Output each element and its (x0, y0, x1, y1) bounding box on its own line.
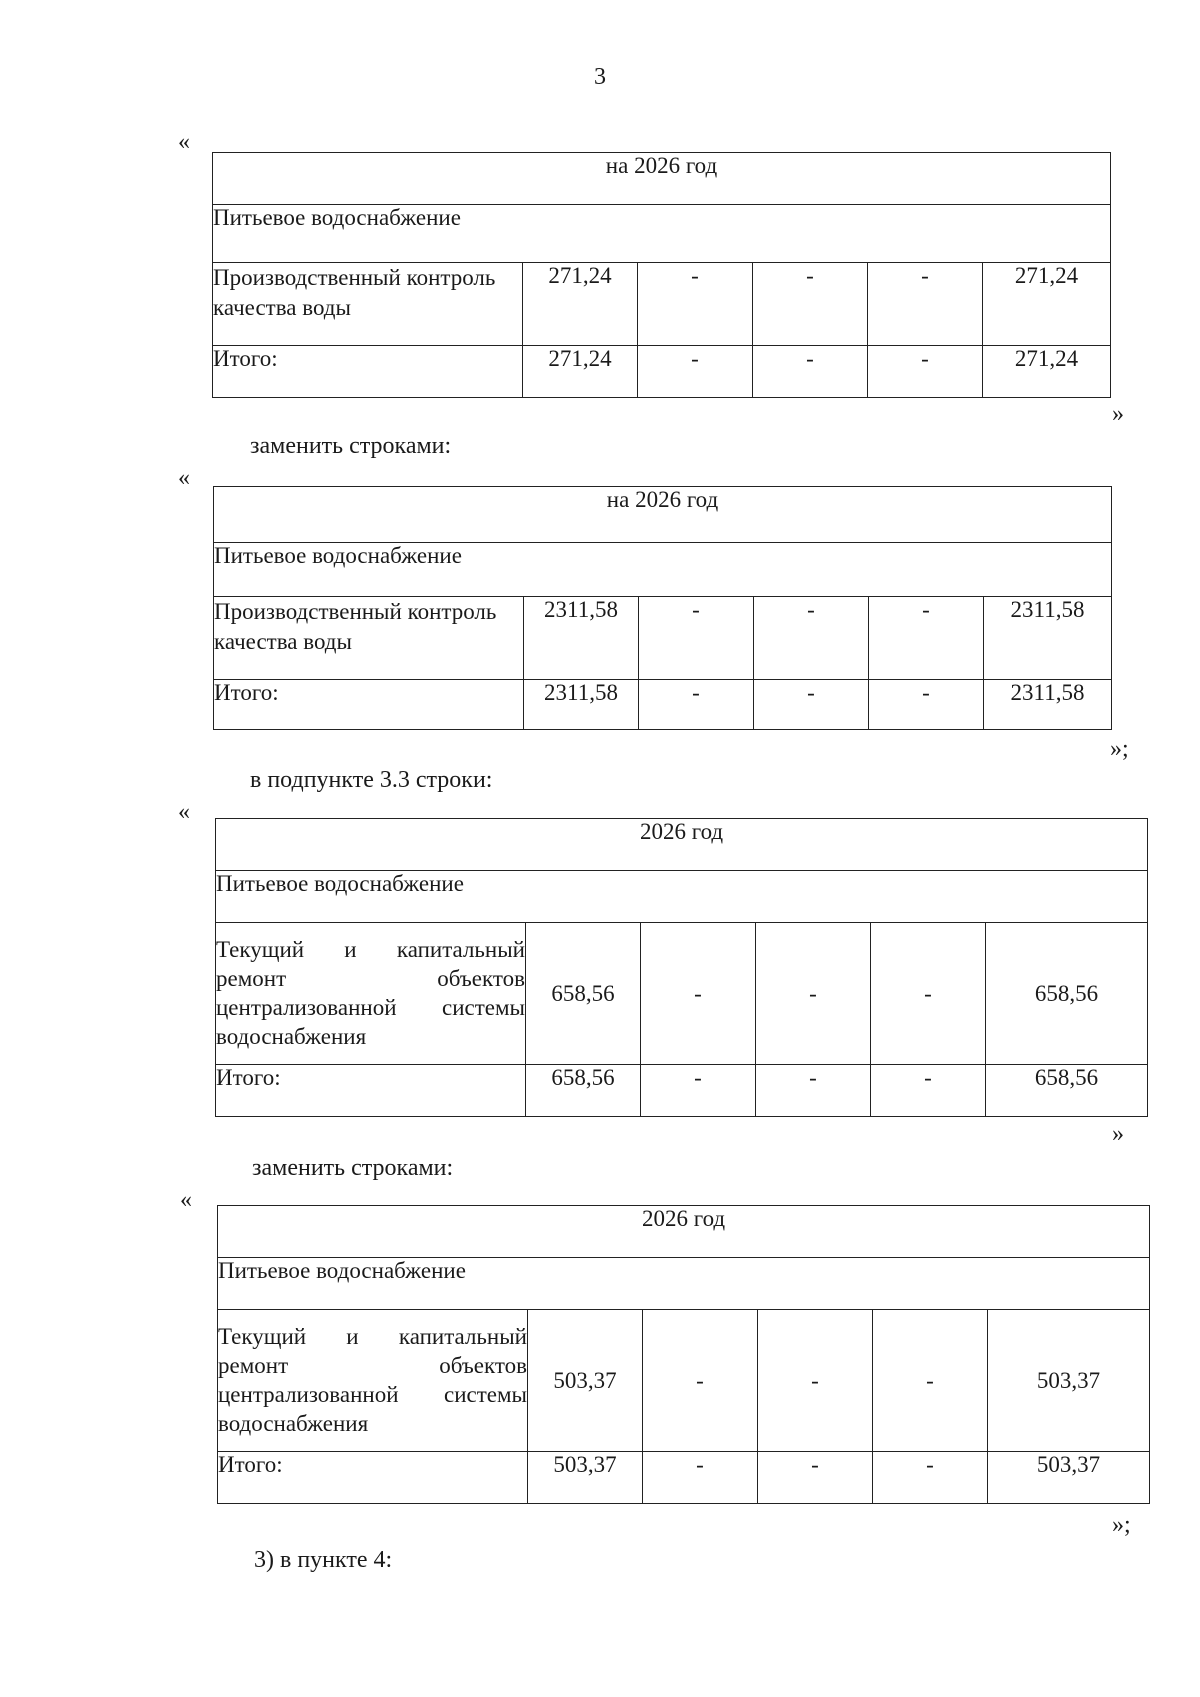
row-label: Производственный контроль качества воды (213, 263, 523, 346)
cell-value: 271,24 (523, 263, 638, 346)
table-row (216, 923, 1148, 1065)
table-total-row (216, 1065, 1148, 1117)
total-value: - (871, 1065, 986, 1117)
cell-value: - (871, 923, 986, 1065)
cell-value: 2311,58 (524, 597, 639, 680)
row-label: Производственный контроль качества воды (214, 597, 524, 680)
cell-value: - (758, 1310, 873, 1452)
closing-quote: »; (1112, 1512, 1131, 1538)
cell-value: - (756, 923, 871, 1065)
cell-value: 2311,58 (984, 597, 1112, 680)
total-value: - (643, 1452, 758, 1504)
cell-value: - (638, 263, 753, 346)
opening-quote: « (178, 799, 190, 825)
table-section-title: Питьевое водоснабжение (218, 1258, 1150, 1310)
cell-value: - (869, 597, 984, 680)
total-value: 658,56 (986, 1065, 1148, 1117)
row-label: Текущий и капитальный ремонт объектов централизованной системы водоснабжения (218, 1310, 528, 1452)
table-header-year: 2026 год (218, 1206, 1150, 1258)
table-total-row (213, 346, 1111, 398)
table-total-row (214, 680, 1112, 730)
cell-value: 271,24 (983, 263, 1111, 346)
total-value: 271,24 (983, 346, 1111, 398)
cell-value: - (868, 263, 983, 346)
paragraph-item: 3) в пункте 4: (254, 1547, 393, 1573)
total-value: 503,37 (528, 1452, 643, 1504)
opening-quote: « (178, 465, 190, 491)
opening-quote: « (180, 1187, 192, 1213)
total-value: 271,24 (523, 346, 638, 398)
cell-value: 658,56 (986, 923, 1148, 1065)
table-section-title: Питьевое водоснабжение (216, 871, 1148, 923)
page-number: 3 (594, 64, 606, 90)
total-value: - (756, 1065, 871, 1117)
table-header-year: на 2026 год (214, 487, 1112, 543)
table-section-title: Питьевое водоснабжение (213, 205, 1111, 263)
opening-quote: « (178, 129, 190, 155)
table-original-control (212, 152, 1111, 398)
table-header-year: 2026 год (216, 819, 1148, 871)
total-label: Итого: (216, 1065, 526, 1117)
total-value: - (638, 346, 753, 398)
paragraph-replace: заменить строками: (252, 1155, 454, 1181)
total-value: 658,56 (526, 1065, 641, 1117)
total-value: 2311,58 (524, 680, 639, 730)
table-replacement-repair (217, 1205, 1150, 1504)
table-section-title: Питьевое водоснабжение (214, 543, 1112, 597)
total-value: - (869, 680, 984, 730)
cell-value: 503,37 (528, 1310, 643, 1452)
row-label: Текущий и капитальный ремонт объектов централизованной системы водоснабжения (216, 923, 526, 1065)
table-row (214, 597, 1112, 680)
table-header-year: на 2026 год (213, 153, 1111, 205)
total-value: - (758, 1452, 873, 1504)
paragraph-subitem: в подпункте 3.3 строки: (250, 767, 493, 793)
cell-value: - (754, 597, 869, 680)
cell-value: - (639, 597, 754, 680)
total-value: - (641, 1065, 756, 1117)
cell-value: 503,37 (988, 1310, 1150, 1452)
cell-value: - (753, 263, 868, 346)
table-row (218, 1310, 1150, 1452)
total-value: - (754, 680, 869, 730)
cell-value: - (641, 923, 756, 1065)
closing-quote: » (1112, 401, 1124, 427)
total-label: Итого: (214, 680, 524, 730)
total-value: - (868, 346, 983, 398)
paragraph-replace: заменить строками: (250, 433, 452, 459)
table-replacement-control (213, 486, 1112, 730)
table-total-row (218, 1452, 1150, 1504)
total-label: Итого: (213, 346, 523, 398)
cell-value: - (643, 1310, 758, 1452)
cell-value: 658,56 (526, 923, 641, 1065)
total-value: - (873, 1452, 988, 1504)
total-value: 2311,58 (984, 680, 1112, 730)
cell-value: - (873, 1310, 988, 1452)
closing-quote: »; (1110, 736, 1129, 762)
total-label: Итого: (218, 1452, 528, 1504)
table-row (213, 263, 1111, 346)
total-value: 503,37 (988, 1452, 1150, 1504)
table-original-repair (215, 818, 1148, 1117)
closing-quote: » (1112, 1121, 1124, 1147)
total-value: - (639, 680, 754, 730)
total-value: - (753, 346, 868, 398)
